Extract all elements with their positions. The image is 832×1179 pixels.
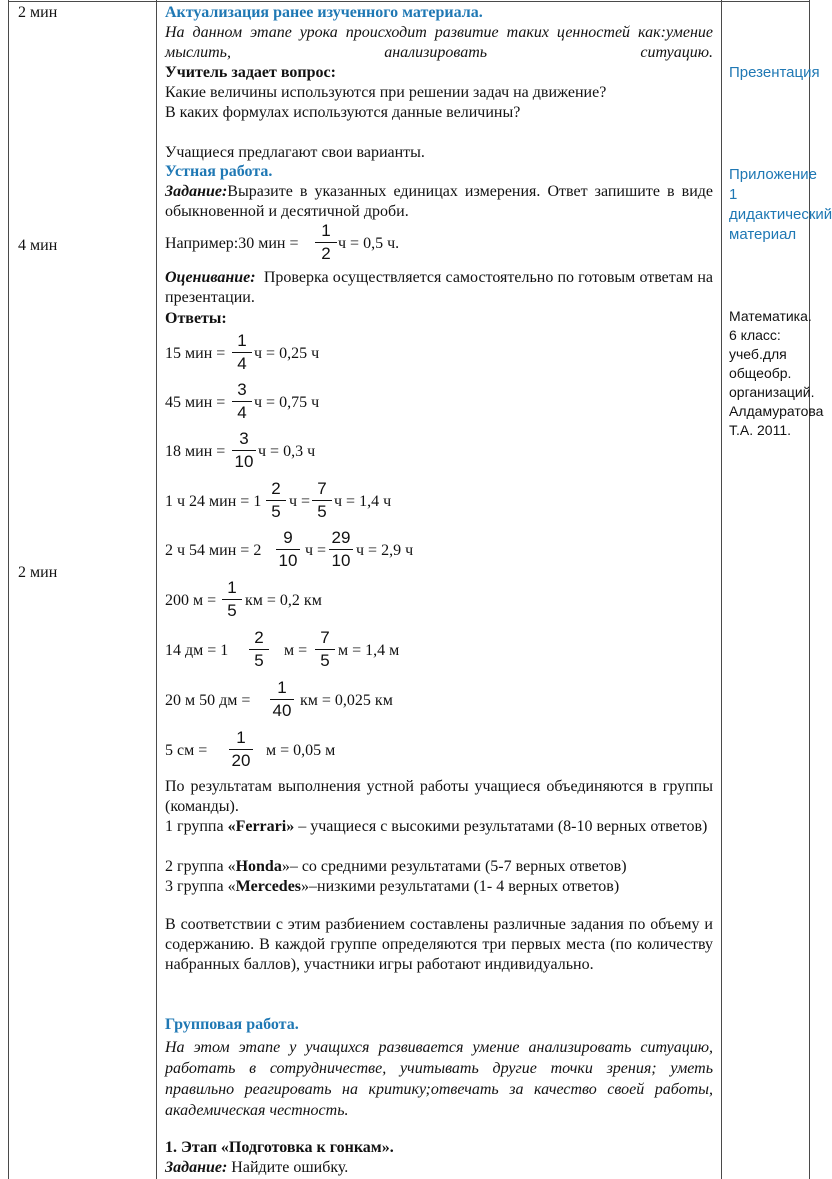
answer-5-fraction <box>276 528 300 571</box>
answer-5-fraction-2 <box>329 528 353 571</box>
denominator: 5 <box>227 601 237 620</box>
group-2-name: Honda <box>235 858 282 875</box>
answer-9-prefix: 5 см = <box>165 742 208 759</box>
resource-presentation: Презентация <box>729 64 820 81</box>
answers-label: Ответы: <box>165 310 227 327</box>
answer-6-prefix: 200 м = <box>165 592 217 609</box>
numerator: 1 <box>321 221 331 240</box>
denominator: 5 <box>317 502 327 521</box>
answer-1-fraction <box>232 331 252 374</box>
group-1-description: – учащиеся с высокими результатами (8-10 верных ответов) <box>294 818 708 835</box>
group-3-name: Mercedes <box>235 878 302 895</box>
denominator: 10 <box>234 452 254 471</box>
answer-8-suffix: км = 0,025 км <box>300 692 393 709</box>
denominator: 2 <box>321 244 331 263</box>
table-divider-1 <box>156 0 157 1179</box>
answer-1-suffix: ч = 0,25 ч <box>254 345 320 362</box>
answer-4-fraction-2 <box>312 479 332 522</box>
groups-split-text: В соответствии с этим разбиением составлены различные задания по объему и содержанию. В каждой группе определяются три первых места (по количеству набранных баллов), участники игры работают индивидуально. <box>165 916 713 973</box>
section-intro: На данном этапе урока происходит развитие таких ценностей как:умение мыслить, анализировать ситуацию. <box>165 24 713 61</box>
numerator: 9 <box>283 528 293 547</box>
section-title-oral: Устная работа. <box>165 163 273 180</box>
question-1: Какие величины используются при решении задач на движение? <box>165 84 607 101</box>
numerator: 1 <box>277 678 287 697</box>
answer-5-mid: ч = <box>305 542 327 559</box>
example-prefix: Например:30 мин = <box>165 235 299 252</box>
question-2: В каких формулах используются данные величины? <box>165 104 521 121</box>
answer-4-prefix: 1 ч 24 мин = 1 <box>165 493 262 510</box>
answer-7-prefix: 14 дм = 1 <box>165 642 229 659</box>
answer-7-mid: м = <box>284 642 308 659</box>
denominator: 5 <box>254 651 264 670</box>
answer-4-suffix: ч = 1,4 ч <box>334 493 392 510</box>
stage-task <box>165 1158 713 1178</box>
answer-7-fraction <box>249 628 269 671</box>
teacher-question-label: Учитель задает вопрос: <box>165 64 336 81</box>
answer-7-fraction-2 <box>315 628 335 671</box>
answer-3-suffix: ч = 0,3 ч <box>258 443 316 460</box>
denominator: 5 <box>320 651 330 670</box>
group-2-description: »– со средними результатами (5-7 верных ответов) <box>281 858 627 875</box>
group-2 <box>165 857 713 877</box>
oral-task <box>165 182 713 222</box>
section-title-actualization: Актуализация ранее изученного материала. <box>165 4 483 21</box>
answer-4-mid: ч = <box>289 493 311 510</box>
denominator: 20 <box>231 751 251 770</box>
group-3-prefix: 3 группа « <box>165 878 236 895</box>
answer-8-fraction <box>270 678 294 721</box>
denominator: 10 <box>278 551 298 570</box>
answer-4-fraction <box>266 479 286 522</box>
group-1-name: «Ferrari» <box>227 818 295 835</box>
numerator: 1 <box>237 331 247 350</box>
evaluation-label: Оценивание: <box>165 269 256 286</box>
task-text: Выразите в указанных единицах измерения. Ответ запишите в виде обыкновенной и десятичной дроби. <box>165 183 713 220</box>
resource-appendix: Приложение 1 дидактический материал <box>729 166 832 243</box>
answer-8-prefix: 20 м 50 дм = <box>165 692 251 709</box>
table-border-top <box>8 1 810 2</box>
answer-6-suffix: км = 0,2 км <box>245 592 322 609</box>
stage-task-label: Задание: <box>165 1159 228 1176</box>
answer-7-suffix: м = 1,4 м <box>338 642 400 659</box>
section-title-group-work: Групповая работа. <box>165 1016 299 1033</box>
group-1 <box>165 817 713 837</box>
stage-title: 1. Этап «Подготовка к гонкам». <box>165 1139 394 1156</box>
answer-3-prefix: 18 мин = <box>165 443 226 460</box>
answer-5-prefix: 2 ч 54 мин = 2 <box>165 542 262 559</box>
answer-2-prefix: 45 мин = <box>165 394 226 411</box>
group-2-prefix: 2 группа « <box>165 858 236 875</box>
numerator: 2 <box>271 479 281 498</box>
numerator: 1 <box>236 728 246 747</box>
numerator: 7 <box>317 479 327 498</box>
answer-5-suffix: ч = 2,9 ч <box>356 542 414 559</box>
resource-textbook: Математика. 6 класс: учеб.для общеобр. организаций. Алдамуратова Т.А. 2011. <box>729 308 824 438</box>
example-fraction <box>315 221 337 264</box>
group-1-prefix: 1 группа <box>165 818 228 835</box>
stage-task-text: Найдите ошибку. <box>227 1159 349 1176</box>
numerator: 29 <box>331 528 351 547</box>
denominator: 10 <box>331 551 351 570</box>
table-divider-2 <box>721 0 722 1179</box>
answer-6-fraction <box>222 578 242 621</box>
denominator: 5 <box>271 502 281 521</box>
group-3-description: »–низкими результатами (1- 4 верных ответов) <box>301 878 620 895</box>
group-work-text: На этом этапе у учащихся развивается умение анализировать ситуацию, работать в сотрудничестве, учитывать другие точки зрения; уметь правильно реагировать на критику;отвечать за качество своей работы, академическая честность. <box>165 1039 713 1119</box>
numerator: 3 <box>237 380 247 399</box>
groups-intro: По результатам выполнения устной работы учащиеся объединяются в группы (команды). <box>165 778 713 815</box>
denominator: 4 <box>237 354 247 373</box>
evaluation-text: Проверка осуществляется самостоятельно по готовым ответам на презентации. <box>165 269 713 306</box>
denominator: 4 <box>237 403 247 422</box>
denominator: 40 <box>272 701 292 720</box>
answer-3-fraction <box>232 429 256 472</box>
answer-2-fraction <box>232 380 252 423</box>
answer-2-suffix: ч = 0,75 ч <box>254 394 320 411</box>
time-cell-2: 4 мин <box>18 237 58 254</box>
answer-1-prefix: 15 мин = <box>165 345 226 362</box>
students-answer: Учащиеся предлагают свои варианты. <box>165 144 425 161</box>
answer-9-suffix: м = 0,05 м <box>266 742 336 759</box>
group-3 <box>165 877 713 897</box>
time-cell-3: 2 мин <box>18 564 58 581</box>
table-border-left <box>8 0 9 1179</box>
example-suffix: ч = 0,5 ч. <box>338 235 400 252</box>
numerator: 1 <box>227 578 237 597</box>
evaluation <box>165 268 713 308</box>
numerator: 7 <box>320 628 330 647</box>
numerator: 3 <box>239 429 249 448</box>
task-label: Задание: <box>165 183 228 200</box>
answer-9-fraction <box>229 728 253 771</box>
time-cell-1: 2 мин <box>18 4 58 21</box>
numerator: 2 <box>254 628 264 647</box>
